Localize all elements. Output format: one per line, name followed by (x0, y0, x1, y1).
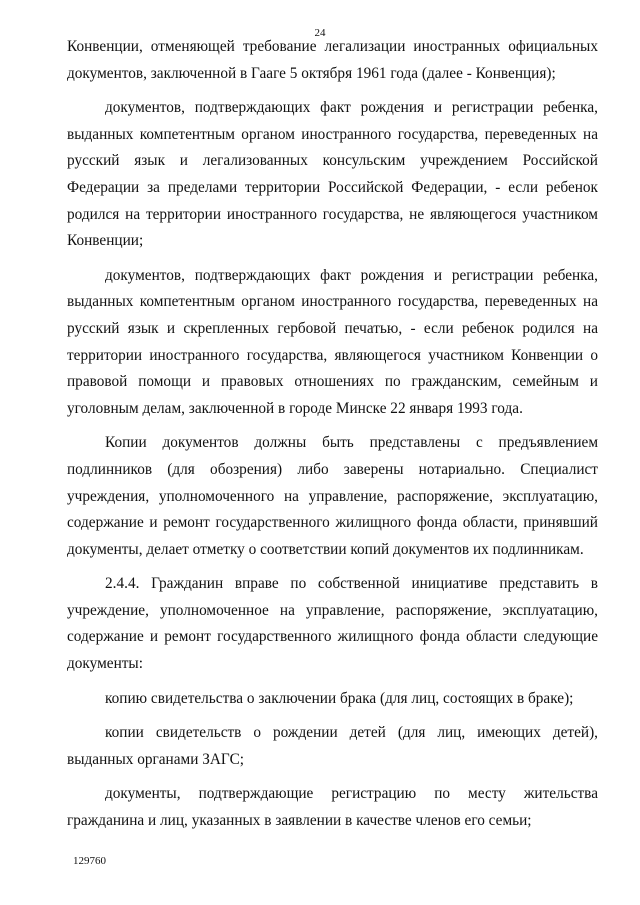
paragraph-birth-docs-non-member: документов, подтверждающих факт рождения и регистрации ребенка, выданных компетентным органом иностранного государства, переведенных на русский язык и легализованных консульским учреждением Российской Федерации за пределами территории Российской Федерации, - если ребенок родился на территории иностранного государства, не являющегося участником Конвенции; (67, 99, 598, 250)
paragraph-section-2-4-4: 2.4.4. Гражданин вправе по собственной инициативе представить в учреждение, уполномоченное на управление, распоряжение, эксплуатацию, содержание и ремонт государственного жилищного фонда области следующие документы: (67, 575, 598, 673)
body-text (67, 34, 598, 843)
paragraph-convention-continuation: Конвенции, отменяющей требование легализации иностранных официальных документов, заключенной в Гааге 5 октября 1961 года (далее - Конвенция); (67, 38, 598, 82)
list-item-children-birth-certificates: копии свидетельств о рождении детей (для лиц, имеющих детей), выданных органами ЗАГС; (67, 724, 598, 768)
list-item-registration-documents: документы, подтверждающие регистрацию по месту жительства гражданина и лиц, указанных в заявлении в качестве членов его семьи; (67, 785, 598, 830)
paragraph-birth-docs-minsk-convention: документов, подтверждающих факт рождения и регистрации ребенка, выданных компетентным органом иностранного государства, переведенных на русский язык и скрепленных гербовой печатью, - если ребенок родился на территории иностранного государства, являющегося участником Конвенции о правовой помощи и правовых отношениях по гражданским, семейным и уголовным делам, заключенной в городе Минске 22 января 1993 года. (67, 266, 598, 417)
paragraph-copies-certification: Копии документов должны быть представлены с предъявлением подлинников (для обозрения) либо заверены нотариально. Специалист учреждения, уполномоченного на управление, распоряжение, эксплуатацию, содержание и ремонт государственного жилищного фонда области, принявший документы, делает отметку о соответствии копий документов их подлинникам. (67, 434, 598, 558)
footer-document-code: 129760 (73, 855, 106, 867)
list-item-marriage-certificate: копию свидетельства о заключении брака (для лиц, состоящих в браке); (105, 689, 574, 707)
page-number: 24 (314, 27, 326, 39)
